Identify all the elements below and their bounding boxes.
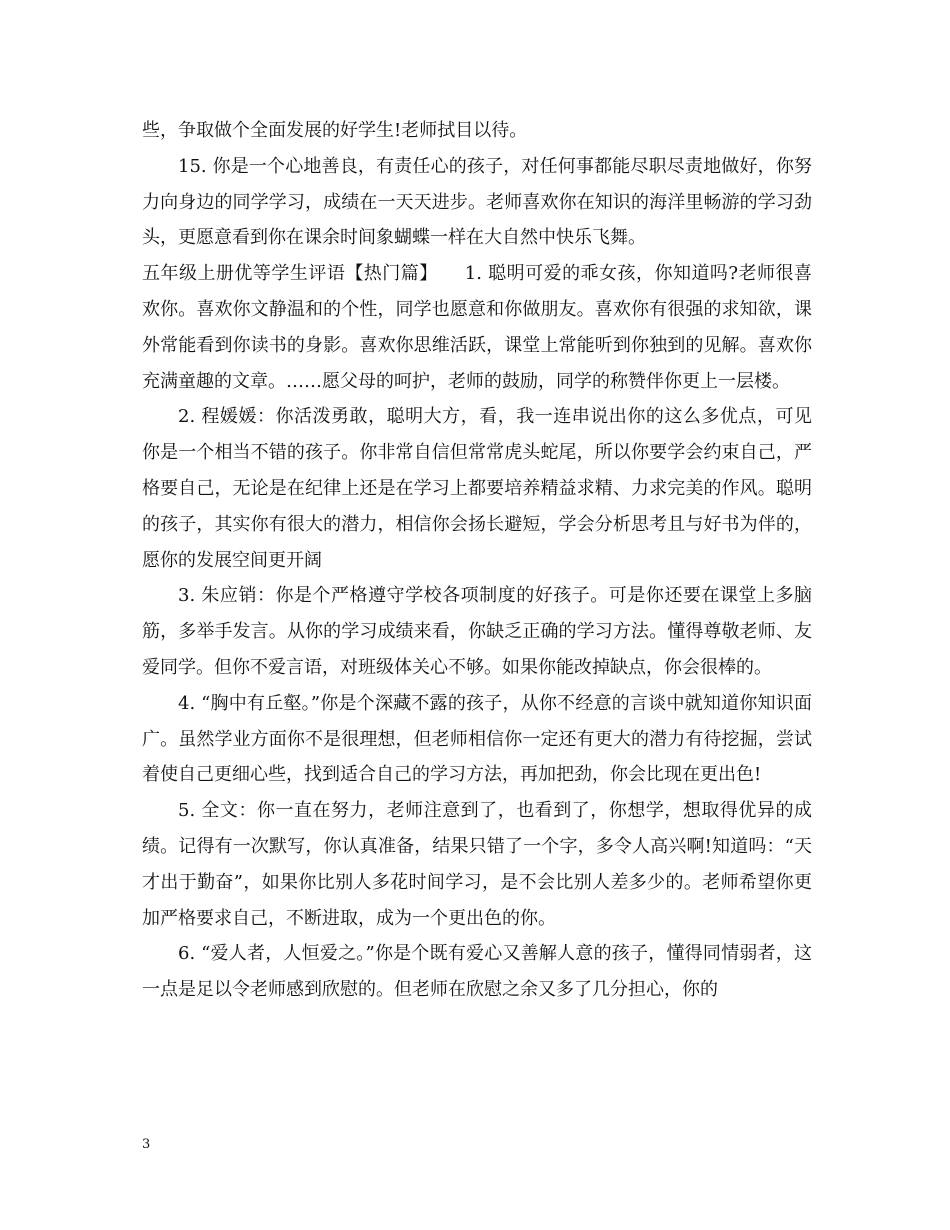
paragraph-comment-4: 4. “胸中有丘壑。”你是个深藏不露的孩子，从你不经意的言谈中就知道你知识面广。虽然学业方面你不是很理想，但老师相信你一定还有更大的潜力有待挖掘，尝试着使自己更细心些，找到适合自己的学习方法，再加把劲，你会比现在更出色! [142,692,812,786]
paragraph-comment-2: 2. 程媛媛：你活泼勇敢，聪明大方，看，我一连串说出你的这么多优点，可见你是一个相当不错的孩子。你非常自信但常常虎头蛇尾，所以你要学会约束自己，严格要自己，无论是在纪律上还是在学习上都要培养精益求精、力求完美的作风。聪明的孩子，其实你有很大的潜力，相信你会扬长避短，学会分析思考且与好书为伴的，愿你的发展空间更开阔 [142,406,812,571]
paragraph-comment-6: 6. “爱人者，人恒爱之。”你是个既有爱心又善解人意的孩子，懂得同情弱者，这一点是足以令老师感到欣慰的。但老师在欣慰之余又多了几分担心，你的 [142,943,812,1001]
paragraph-comment-3: 3. 朱应销：你是个严格遵守学校各项制度的好孩子。可是你还要在课堂上多脑筋，多举手发言。从你的学习成绩来看，你缺乏正确的学习方法。懂得尊敬老师、友爱同学。但你不爱言语，对班级体关心不够。如果你能改掉缺点，你会很棒的。 [142,585,812,678]
paragraph-continuation: 些，争取做个全面发展的好学生!老师拭目以待。 [142,120,528,141]
page-number: 3 [142,1137,151,1152]
paragraph-comment-1 [142,256,812,399]
document-body [142,113,812,1008]
heading-gap [438,263,465,284]
paragraph-comment-1-text: 1. 聪明可爱的乖女孩，你知道吗?老师很喜欢你。喜欢你文静温和的个性，同学也愿意和你做朋友。喜欢你有很强的求知欲，课外常能看到你读书的身影。喜欢你思维活跃，课堂上常能听到你独到的见解。喜欢你充满童趣的文章。……愿父母的呵护，老师的鼓励，同学的称赞伴你更上一层楼。 [142,263,813,392]
paragraph-comment-15: 15. 你是一个心地善良，有责任心的孩子，对任何事都能尽职尽责地做好，你努力向身边的同学学习，成绩在一天天进步。老师喜欢你在知识的海洋里畅游的学习劲头，更愿意看到你在课余时间象蝴蝶一样在大自然中快乐飞舞。 [142,155,812,249]
section-heading: 五年级上册优等学生评语【热门篇】 [142,263,438,285]
paragraph-comment-5: 5. 全文：你一直在努力，老师注意到了，也看到了，你想学，想取得优异的成绩。记得有一次默写，你认真准备，结果只错了一个字，多令人高兴啊!知道吗：“天才出于勤奋”，如果你比别人多花时间学习，是不会比别人差多少的。老师希望你更加严格要求自己，不断进取，成为一个更出色的你。 [142,800,812,929]
